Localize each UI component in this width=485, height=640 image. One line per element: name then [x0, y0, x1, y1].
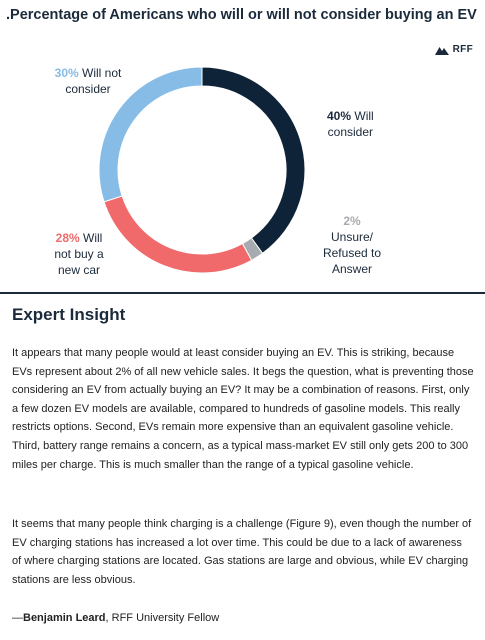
brand-name: RFF: [452, 44, 473, 55]
slice-will-consider: [202, 67, 305, 253]
slice-pct-will-consider: 40%: [327, 109, 352, 123]
signature: [12, 612, 219, 624]
signature-dash: —: [12, 612, 23, 624]
slice-label-unsure: [312, 213, 392, 277]
section-divider: [0, 292, 485, 294]
insight-paragraph-2: It seems that many people think charging is a challenge (Figure 9), even though the number of EV charging stations has increased a lot over time. This could be due to a lack of awareness of where charging stations are located. Gas stations are large and obvious, while EV charging stations are less obvious.: [12, 518, 472, 586]
chart-panel: [0, 0, 485, 292]
signature-name: Benjamin Leard: [23, 612, 106, 624]
slice-text-not-buy-1: Will: [83, 231, 103, 245]
insight-paragraph-1: It appears that many people would at least consider buying an EV. This is striking, because EVs represent about 2% of all new vehicle sales. It begs the question, what is preventing those considering an EV from actually buying an EV? It may be a combination of reasons. First, only a few dozen EV models are available, compared to hundreds of gasoline models. This really restricts options. Second, EVs remain more expensive than an equivalent gasoline vehicle. Third, battery range remains a concern, as a typical mass-market EV still only gets 200 to 300 miles per charge. This is much smaller than the range of a typical gasoline vehicle.: [12, 347, 474, 471]
slice-text-unsure-2: Refused to: [322, 246, 382, 260]
chart-title-text: Percentage of Americans who will or will not consider buying an EV: [10, 7, 477, 23]
chart-title-bullet: .: [6, 7, 11, 23]
slice-text-will-consider-1: Will: [354, 109, 374, 123]
slice-label-will-consider: [327, 108, 374, 140]
slice-text-not-consider-2: consider: [65, 82, 111, 96]
slice-pct-not-buy: 28%: [55, 231, 80, 245]
slice-text-will-consider-2: consider: [327, 125, 374, 139]
slice-label-not-buy: [36, 230, 122, 278]
slice-pct-not-consider: 30%: [54, 66, 79, 80]
slice-pct-unsure: 2%: [343, 214, 361, 228]
slice-text-unsure-3: Answer: [331, 262, 372, 276]
signature-role: , RFF University Fellow: [105, 612, 220, 624]
slice-text-not-buy-3: new car: [57, 263, 101, 277]
slice-label-not-consider: [40, 65, 136, 97]
slice-text-not-consider-1: Will not: [82, 66, 122, 80]
slice-text-unsure-1: Unsure/: [330, 230, 374, 244]
slice-will-not-buy: [104, 196, 252, 273]
insight-title: Expert Insight: [12, 305, 126, 324]
slice-text-not-buy-2: not buy a: [54, 247, 104, 261]
